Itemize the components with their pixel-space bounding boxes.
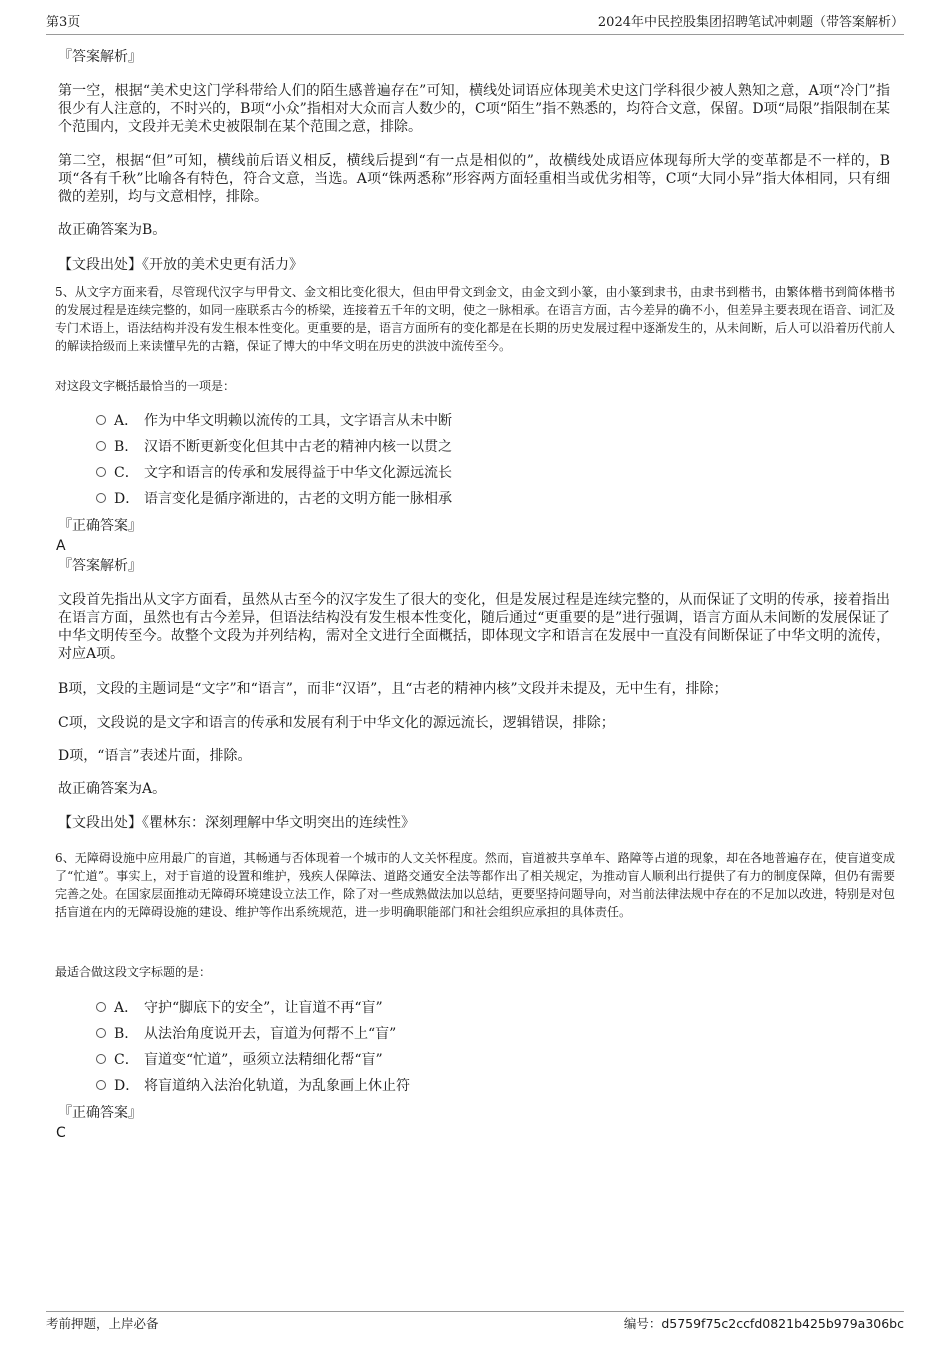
correct-answer: A	[56, 538, 66, 554]
document-title: 2024年中民控股集团招聘笔试冲刺题（带答案解析）	[597, 15, 904, 30]
radio-icon[interactable]	[96, 441, 106, 451]
correct-answer-label: 『正确答案』	[58, 1105, 142, 1121]
option-b[interactable]: B. 汉语不断更新变化但其中古老的精神内核一以贯之	[96, 438, 452, 456]
radio-icon[interactable]	[96, 415, 106, 425]
question-stem: 6、无障碍设施中应用最广的盲道，其畅通与否体现着一个城市的人文关怀程度。然而，盲道被共享单车、路障等占道的现象，却在各地普遍存在，使盲道变成了“忙道”。事实上，对于盲道的设置和维护，残疾人保障法、道路交通安全法等都作出了相关规定，为推动盲人顺利出行提供了有力的制度保障，但仍有需要完善之处。在国家层面推动无障碍环境建设立法工作，除了对一些成熟做法加以总结，更要坚持问题导向，对当前法律法规中存在的不足加以改进，特别是对包括盲道在内的无障碍设施的建设、维护等作出系统规范，进一步明确职能部门和社会组织应承担的具体责任。	[55, 851, 896, 919]
option-c[interactable]: C． 文字和语言的传承和发展得益于中华文化源远流长	[96, 464, 452, 482]
option-a[interactable]: A． 作为中华文明赖以流传的工具，文字语言从未中断	[96, 412, 452, 430]
analysis-paragraph: C项，文段说的是文字和语言的传承和发展有利于中华文化的源远流长，逻辑错误，排除；	[58, 715, 615, 731]
radio-icon[interactable]	[96, 1080, 106, 1090]
correct-answer: C	[56, 1125, 66, 1141]
conclusion-text: 故正确答案为A。	[58, 781, 167, 797]
page-header	[46, 14, 904, 35]
page-number: 第3页	[46, 15, 81, 30]
analysis-paragraph: B项，文段的主题词是“文字”和“语言”，而非“汉语”，且“古老的精神内核”文段并未提及，无中生有，排除；	[58, 681, 728, 697]
option-d[interactable]: D． 语言变化是循序渐进的，古老的文明方能一脉相承	[96, 490, 452, 508]
radio-icon[interactable]	[96, 1028, 106, 1038]
radio-icon[interactable]	[96, 1054, 106, 1064]
analysis-label: 『答案解析』	[58, 558, 142, 574]
option-d[interactable]: D． 将盲道纳入法治化轨道，为乱象画上休止符	[96, 1077, 410, 1095]
analysis-label: 『答案解析』	[58, 49, 142, 65]
analysis-paragraph: 文段首先指出从文字方面看，虽然从古至今的汉字发生了很大的变化，但是发展过程是连续完整的，从而保证了文明的传承，接着指出在语言方面，虽然也有古今差异，但语法结构没有发生根本性变化，随后通过“更重要的是”进行强调，语言方面从未间断的发展保证了中华文明传至今。故整个文段为并列结构，需对全文进行全面概括，即体现文字和语言在发展中一直没有间断保证了中华文明的流传，对应A项。	[58, 592, 890, 662]
question-prompt: 对这段文字概括最恰当的一项是：	[55, 379, 236, 393]
radio-icon[interactable]	[96, 1002, 106, 1012]
question-prompt: 最适合做这段文字标题的是：	[55, 965, 212, 979]
document-id: 编号：d5759f75c2ccfd0821b425b979a306bc	[623, 1316, 904, 1331]
conclusion-text: 故正确答案为B。	[58, 222, 167, 238]
page-footer	[46, 1311, 904, 1331]
source-citation: 【文段出处】《瞿林东：深刻理解中华文明突出的连续性》	[58, 815, 415, 831]
analysis-paragraph: D项，“语言”表述片面，排除。	[58, 748, 252, 764]
analysis-paragraph: 第二空，根据“但”可知，横线前后语义相反，横线后提到“有一点是相似的”，故横线处成语应体现每所大学的变革都是不一样的，B项“各有千秋”比喻各有特色，符合文意，当选。A项“铢两悉称”形容两方面轻重相当或优劣相等，C项“大同小异”指大体相同，只有细微的差别，均与文意相悖，排除。	[58, 153, 890, 205]
option-a[interactable]: A． 守护“脚底下的安全”，让盲道不再“盲”	[96, 999, 383, 1017]
radio-icon[interactable]	[96, 467, 106, 477]
question-stem: 5、从文字方面来看，尽管现代汉字与甲骨文、金文相比变化很大，但由甲骨文到金文，由金文到小篆，由小篆到隶书，由隶书到楷书，由繁体楷书到简体楷书的发展过程是连续完整的，如同一座联系古今的桥梁，连接着五千年的文明，使之一脉相承。在语言方面，古今差异的确不小，但差异主要表现在语音、词汇及专门术语上，语法结构并没有发生根本性变化。更重要的是，语言方面所有的变化都是在长期的历史发展过程中逐渐发生的，从未间断，后人可以沿着历代前人的解读拾级而上来读懂早先的古籍，保证了博大的中华文明在历史的洪波中流传至今。	[55, 285, 896, 353]
option-b[interactable]: B. 从法治角度说开去，盲道为何帮不上“盲”	[96, 1025, 396, 1043]
analysis-paragraph: 第一空，根据“美术史这门学科带给人们的陌生感普遍存在”可知，横线处词语应体现美术史这门学科很少被人熟知之意，A项“冷门”指很少有人注意的，不时兴的，B项“小众”指相对大众而言人数少的，C项“陌生”指不熟悉的，均符合文意，保留。D项“局限”指限制在某个范围内，文段并无美术史被限制在某个范围之意，排除。	[58, 83, 890, 135]
correct-answer-label: 『正确答案』	[58, 518, 142, 534]
radio-icon[interactable]	[96, 493, 106, 503]
option-c[interactable]: C． 盲道变“忙道”，亟须立法精细化帮“盲”	[96, 1051, 383, 1069]
source-citation: 【文段出处】《开放的美术史更有活力》	[58, 257, 303, 273]
footer-slogan: 考前押题，上岸必备	[46, 1316, 159, 1331]
